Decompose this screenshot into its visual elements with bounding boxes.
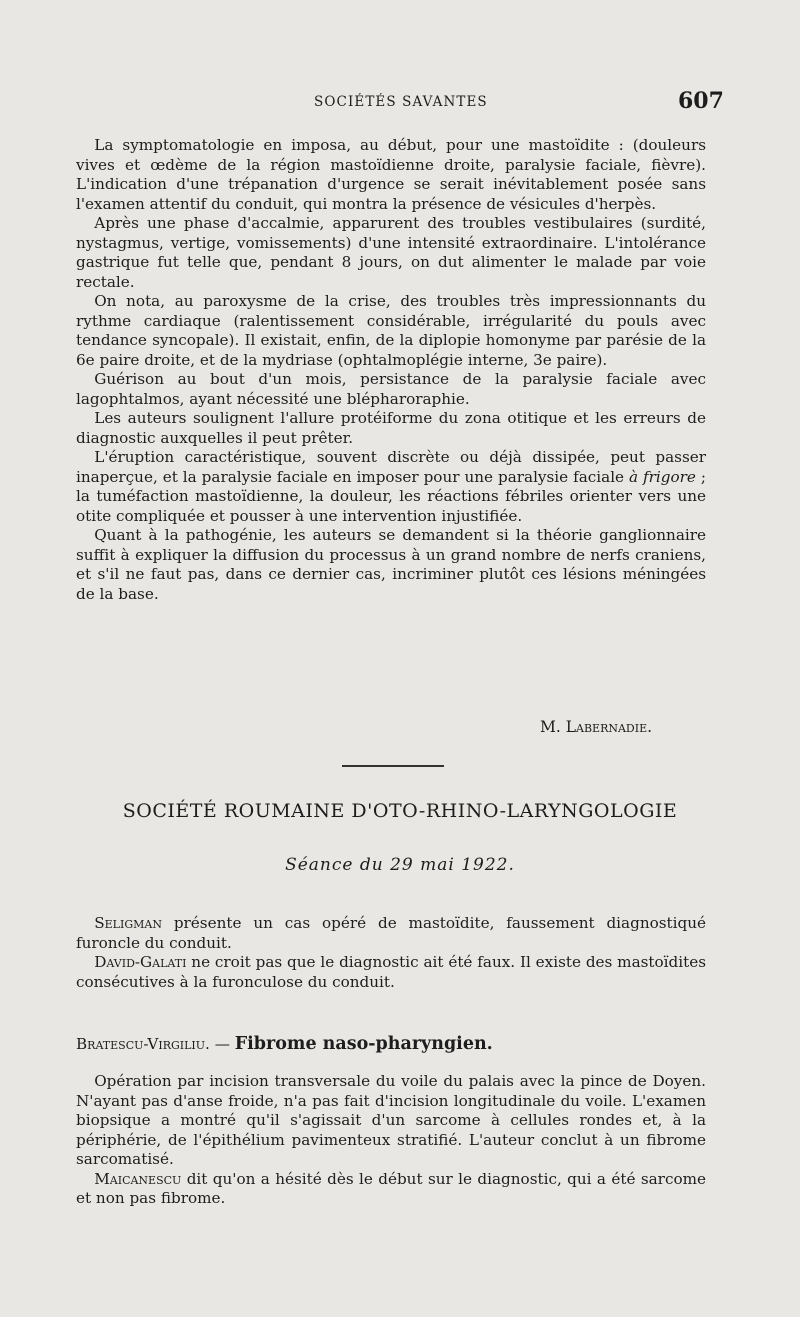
paragraph-eruption [76, 448, 706, 526]
paragraph-seligman [76, 914, 706, 953]
galati-text: ne croit pas que le diagnostic ait été faux. Il existe des mastoïdites consécutives à la furonculose du conduit. [76, 953, 706, 991]
author-david-galati: David-Galati [94, 953, 187, 971]
author-seligman: Seligman [94, 914, 162, 932]
communication-title: Fibrome naso-pharyngien. [234, 1034, 493, 1054]
eruption-italic-term: à frigore [629, 467, 696, 486]
paragraph-accalmie: Après une phase d'accalmie, apparurent des troubles vestibulaires (surdité, nystagmus, vertige, vomissements) d'une intensité extraordinaire. L'intolérance gastrique fut telle que, pendant 8 jours, on dut alimenter le malade par voie rectale. [76, 214, 706, 291]
page-header [0, 88, 800, 114]
paragraph-pathogenie: Quant à la pathogénie, les auteurs se demandent si la théorie ganglionnaire suffit à expliquer la diffusion du processus à un grand nombre de nerfs craniens, et s'il ne faut pas, dans ce dernier cas, incriminer plutôt ces lésions méningées de la base. [76, 526, 706, 603]
paragraph-paroxysme: On nota, au paroxysme de la crise, des troubles très impressionnants du rythme cardiaque (ralentissement considérable, irrégularité du pouls avec tendance syncopale). Il existait, enfin, de la diplopie homonyme par parésie de la 6e paire droite, et de la mydriase (ophtalmoplégie interne, 3e paire). [76, 292, 706, 369]
seligman-text: présente un cas opéré de mastoïdite, faussement diagnostiqué furoncle du conduit. [76, 914, 706, 952]
author-maicanescu: Maicanescu [94, 1169, 182, 1188]
paragraph-operation: Opération par incision transversale du voile du palais avec la pince de Doyen. N'ayant pas d'anse froide, n'a pas fait d'incision longitudinale du voile. L'examen biopsique a montré qu'il s'agissait d'un sarcome à cellules rondes et, à la périphérie, de l'épithélium pavimenteux stratifié. L'auteur conclut à un fibrome sarcomatisé. [76, 1072, 706, 1168]
eruption-text-end: ; la tuméfaction mastoïdienne, la douleur, les réactions fébriles orienter vers une otite compliquée et pousser à une intervention injustifiée. [76, 467, 706, 525]
eruption-text-start: L'éruption caractéristique, souvent discrète ou déjà dissipée, peut passer inaperçue, et la paralysie faciale en imposer pour une paralysie faciale [76, 448, 706, 486]
paragraph-symptomatologie: La symptomatologie en imposa, au début, pour une mastoïdite : (douleurs vives et œdème de la région mastoïdienne droite, paralysie faciale, fièvre). L'indication d'une trépanation d'urgence se serait inévitablement posée sans l'examen attentif du conduit, qui montra la présence de vésicules d'herpès. [76, 136, 706, 213]
author-bratescu-virgiliu: Bratescu-Virgiliu. [76, 1035, 210, 1053]
paragraph-guerison: Guérison au bout d'un mois, persistance de la paralysie faciale avec lagophtalmos, ayant nécessité une blépharoraphie. [76, 370, 706, 408]
section-divider [342, 765, 444, 767]
communication-heading [76, 1034, 493, 1054]
paragraph-maicanescu [76, 1170, 706, 1209]
section-seligman [76, 914, 706, 992]
society-title: SOCIÉTÉ ROUMAINE D'OTO-RHINO-LARYNGOLOGIE [122, 800, 678, 822]
page-number: 607 [678, 88, 724, 114]
signature-labernadie: M. Labernadie. [540, 718, 653, 736]
maicanescu-text: dit qu'on a hésité dès le début sur le diagnostic, qui a été sarcome et non pas fibrome. [76, 1169, 706, 1207]
paragraph-auteurs: Les auteurs soulignent l'allure protéiforme du zona otitique et les erreurs de diagnostic auxquelles il peut prêter. [76, 409, 706, 447]
paragraph-galati [76, 953, 706, 992]
heading-dash: — [209, 1035, 235, 1053]
section-fibrome [76, 1072, 706, 1209]
section-zona-otitique [76, 136, 706, 604]
running-head: SOCIÉTÉS SAVANTES [314, 94, 488, 110]
seance-date: Séance du 29 mai 1922. [285, 855, 515, 875]
